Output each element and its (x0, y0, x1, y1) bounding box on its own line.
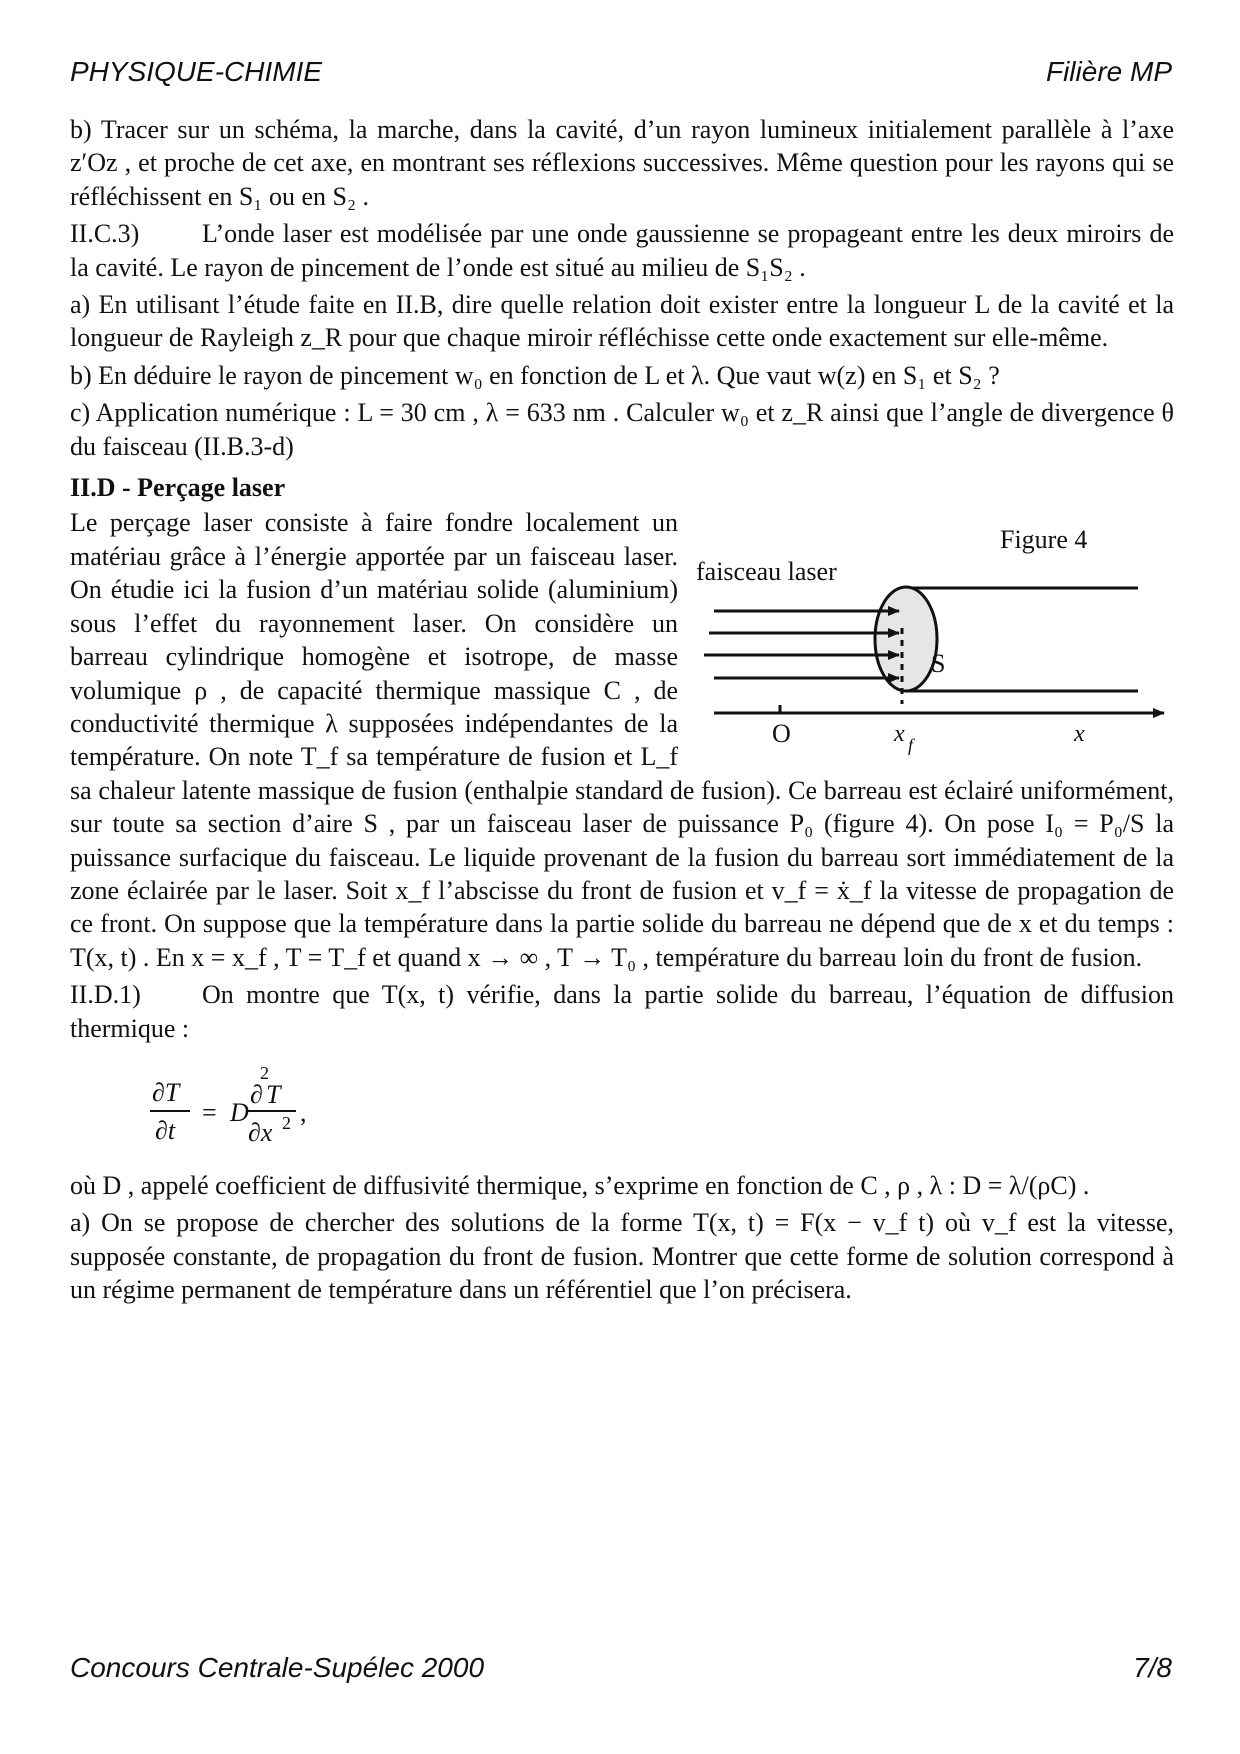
paragraph-diffusivity: où D , appelé coefficient de diffusivité thermique, s’exprime en fonction de C , ρ , λ : D = λ/(ρC) . (70, 1170, 1090, 1200)
footer-page-number: 7/8 (1133, 1652, 1172, 1683)
paragraph-a-solutions: a) On se propose de chercher des solutions de la forme T(x, t) = F(x − v_f t) où v_f est la vitesse, supposée constante, de propagation du front de fusion. Montrer que cette forme de solution correspond à un régime permanent de température dans un référentiel que l’on précisera. (70, 1208, 1174, 1305)
axis-label: x (1074, 721, 1085, 748)
paragraph-percage-intro: Le perçage laser consiste à faire fondre localement un matériau grâce à l’énergie apportée par un faisceau laser. On étudie ici la fusion d’un matériau solide (aluminium) sous l’effet du rayonnement laser. On considère un barreau cylindrique homogène et isotrope, de masse volumique ρ , de capacité thermique massique C , de conductivité thermique λ supposées indépendantes de la température. On note T_f sa température de fusion et L_f sa chaleur latente massique de fusion (enthalpie standard de fusion). Ce barreau est éclairé uniformément, sur toute sa section d’aire S , par un faisceau laser de puissance P₀ (figure 4). On pose I₀ = P₀/S la puissance surfacique du faisceau. Le liquide provenant de la fusion du barreau sort immédiatement de la zone éclairée par le laser. Soit x_f l’abscisse du front de fusion et v_f = ẋ_f la vitesse de propagation de ce front. On suppose que la température dans la partie solide du barreau ne dépend que de x et du temps : T(x, t) . En x = x_f , T = T_f et quand x → ∞ , T → T₀ , température du barreau loin du front de fusion. (70, 508, 1174, 972)
origin-label: O (772, 719, 791, 749)
section-title-IID: II.D - Perçage laser (70, 473, 286, 503)
figure-4 (694, 508, 1184, 763)
diffusion-equation (70, 1049, 1174, 1169)
paragraph-IID1 (70, 978, 1174, 1045)
figure-4-diagram (694, 508, 1184, 763)
paragraph-a-rayleigh: a) En utilisant l’étude faite en II.B, dire quelle relation doit exister entre la longueur L de la cavité et la longueur de Rayleigh z_R pour que chaque miroir réfléchisse cette onde exactement sur elle-même. (70, 290, 1174, 353)
eq-lhs-num: ∂T (152, 1077, 180, 1107)
question-label-IIC3: II.C.3) (70, 219, 140, 249)
question-text-IID1: On montre que T(x, t) vérifie, dans la partie solide du barreau, l’équation de diffusion thermique : (70, 980, 1174, 1043)
eq-equals: = (202, 1097, 217, 1127)
eq-rhs-den: ∂x (248, 1117, 273, 1147)
question-text-IIC3: L’onde laser est modélisée par une onde gaussienne se propageant entre les deux miroirs de la cavité. Le rayon de pincement de l’onde est situé au milieu de S₁S₂ . (70, 219, 1174, 282)
figure-title: Figure 4 (1000, 525, 1088, 555)
diffusion-equation-svg (150, 1049, 370, 1169)
paragraph-b-pincement: b) En déduire le rayon de pincement w₀ en fonction de L et λ. Que vaut w(z) en S₁ et S₂ ? (70, 360, 1000, 390)
eq-rhs-den-sup: 2 (282, 1112, 291, 1133)
eq-rhs-num-var: T (266, 1079, 281, 1109)
header-track: Filière MP (1045, 56, 1172, 87)
front-position-label: x (894, 721, 905, 748)
front-position-sub: f (908, 735, 914, 756)
eq-rhs-num: ∂ (250, 1079, 263, 1109)
eq-rhs-num-sup: 2 (260, 1062, 269, 1083)
paragraph-c-application: c) Application numérique : L = 30 cm , λ = 633 nm . Calculer w₀ et z_R ainsi que l’angle de divergence θ du faisceau (II.B.3-d) (70, 398, 1174, 461)
beam-label: faisceau laser (696, 557, 837, 587)
header-subject: PHYSIQUE-CHIMIE (70, 56, 323, 87)
eq-tail: , (300, 1097, 307, 1127)
surface-label: S (931, 649, 946, 679)
footer-contest: Concours Centrale-Supélec 2000 (70, 1652, 485, 1683)
eq-lhs-den: ∂t (155, 1115, 176, 1145)
page-body (70, 113, 1174, 1311)
paragraph-b-trace: b) Tracer sur un schéma, la marche, dans la cavité, d’un rayon lumineux initialement parallèle à l’axe z′Oz , et proche de cet axe, en montrant ses réflexions successives. Même question pour les rayons qui se réfléchissent en S₁ ou en S₂ . (70, 115, 1174, 211)
eq-coef: D (230, 1097, 249, 1127)
question-label-IID1: II.D.1) (70, 980, 141, 1010)
bar-cross-section (875, 587, 937, 691)
paragraph-IIC3 (70, 217, 1174, 284)
